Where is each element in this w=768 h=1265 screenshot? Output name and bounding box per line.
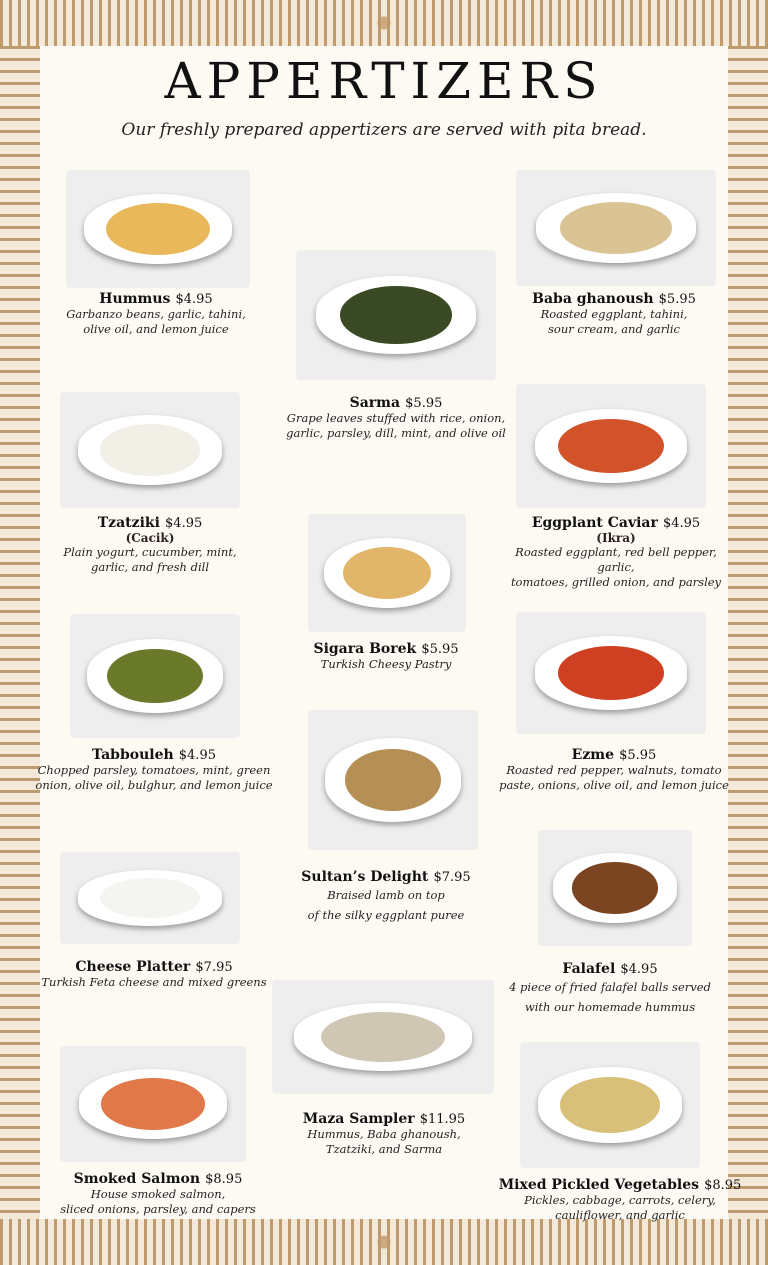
left-ornament-border [0, 46, 40, 1219]
item-description: Turkish Feta cheese and mixed greens [41, 975, 267, 989]
smoked-salmon-photo [60, 1046, 246, 1162]
item-description: with our homemade hummus [524, 1000, 696, 1014]
bottom-ornament-border [0, 1219, 768, 1265]
item-name: Sigara Borek [313, 641, 417, 657]
item-description: Hummus, Baba ghanoush, [307, 1127, 461, 1141]
item-description: Roasted eggplant, tahini, [540, 307, 688, 321]
item-price: $8.95 [205, 1172, 243, 1187]
item-description: sliced onions, parsley, and capers [60, 1202, 256, 1216]
maza-sampler-photo [272, 980, 494, 1094]
item-description: Roasted red pepper, walnuts, tomato [506, 763, 722, 777]
item-price: $7.95 [433, 870, 471, 885]
item-description: House smoked salmon, [90, 1187, 226, 1201]
sigara-borek-photo [308, 514, 466, 632]
item-price: $4.95 [662, 516, 701, 531]
item-price: $4.95 [620, 962, 658, 977]
item-alt-name: (Ikra) [596, 531, 636, 545]
menu-item-sultans-delight [266, 866, 506, 925]
menu-item-baba-ghanoush [494, 288, 734, 337]
item-price: $5.95 [421, 642, 459, 657]
page-title: APPERTIZERS [164, 52, 604, 110]
item-name: Mixed Pickled Vegetables [498, 1177, 699, 1193]
item-description: Pickles, cabbage, carrots, celery, [524, 1193, 716, 1207]
menu-item-tzatziki [30, 512, 270, 575]
top-ornament-border [0, 0, 768, 46]
hummus-photo [66, 170, 250, 288]
menu-item-maza-sampler [264, 1108, 504, 1157]
menu-item-mixed-pickled-vegetables [492, 1174, 748, 1223]
menu-item-eggplant-caviar [496, 512, 736, 590]
item-name: Eggplant Caviar [531, 515, 658, 531]
item-price: $4.95 [178, 748, 216, 763]
item-description: Turkish Cheesy Pastry [320, 657, 452, 671]
item-description: Grape leaves stuffed with rice, onion, [286, 411, 506, 425]
item-description: Chopped parsley, tomatoes, mint, green [37, 763, 271, 777]
item-description: garlic, parsley, dill, mint, and olive oil [286, 426, 506, 440]
item-description: tomatoes, grilled onion, and parsley [510, 575, 722, 589]
item-name: Hummus [99, 291, 171, 307]
sarma-photo [296, 250, 496, 380]
item-name: Sarma [349, 395, 401, 411]
item-description: onion, olive oil, bulghur, and lemon juice [35, 778, 273, 792]
item-name: Tzatziki [97, 515, 160, 531]
item-description: of the silky eggplant puree [307, 908, 465, 922]
item-price: $4.95 [165, 516, 203, 531]
item-name: Tabbouleh [92, 747, 174, 763]
tabbouleh-photo [70, 614, 240, 738]
cheese-platter-photo [60, 852, 240, 944]
item-name: Falafel [562, 961, 616, 977]
item-price: $11.95 [419, 1112, 466, 1127]
item-alt-name: (Cacik) [125, 531, 175, 545]
item-description: paste, onions, olive oil, and lemon juice [499, 778, 729, 792]
item-price: $5.95 [405, 396, 443, 411]
menu-item-sarma [276, 392, 516, 441]
item-description: Plain yogurt, cucumber, mint, [63, 545, 237, 559]
item-price: $4.95 [175, 292, 213, 307]
baba-ghanoush-photo [516, 170, 716, 286]
item-name: Sultan’s Delight [301, 869, 429, 885]
item-price: $5.95 [619, 748, 657, 763]
item-description: Tzatziki, and Sarma [325, 1142, 443, 1156]
item-name: Smoked Salmon [73, 1171, 201, 1187]
right-ornament-border [728, 46, 768, 1219]
item-description: cauliflower, and garlic [555, 1208, 685, 1222]
menu-item-cheese-platter [34, 956, 274, 990]
menu-item-sigara-borek [266, 638, 506, 672]
item-description: Roasted eggplant, red bell pepper, garlic, [515, 545, 717, 574]
page-subtitle: Our freshly prepared appertizers are served with pita bread. [121, 120, 647, 140]
menu-item-ezme [494, 744, 734, 793]
menu-item-falafel [490, 958, 730, 1017]
menu-item-hummus [36, 288, 276, 337]
item-name: Cheese Platter [75, 959, 191, 975]
menu-item-tabbouleh [34, 744, 274, 793]
item-name: Baba ghanoush [532, 291, 654, 307]
item-description: 4 piece of fried falafel balls served [509, 980, 711, 994]
item-description: sour cream, and garlic [548, 322, 680, 336]
item-description: garlic, and fresh dill [90, 560, 210, 574]
item-description: Braised lamb on top [327, 888, 445, 902]
falafel-photo [538, 830, 692, 946]
pickled-vegetables-photo [520, 1042, 700, 1168]
item-price: $5.95 [658, 292, 696, 307]
sultans-delight-photo [308, 710, 478, 850]
item-price: $8.95 [704, 1178, 742, 1193]
item-description: Garbanzo beans, garlic, tahini, [66, 307, 246, 321]
eggplant-caviar-photo [516, 384, 706, 508]
menu-item-smoked-salmon [38, 1168, 278, 1217]
item-description: olive oil, and lemon juice [83, 322, 229, 336]
item-price: $7.95 [195, 960, 233, 975]
item-name: Maza Sampler [302, 1111, 415, 1127]
ezme-photo [516, 612, 706, 734]
item-name: Ezme [571, 747, 615, 763]
tzatziki-photo [60, 392, 240, 508]
